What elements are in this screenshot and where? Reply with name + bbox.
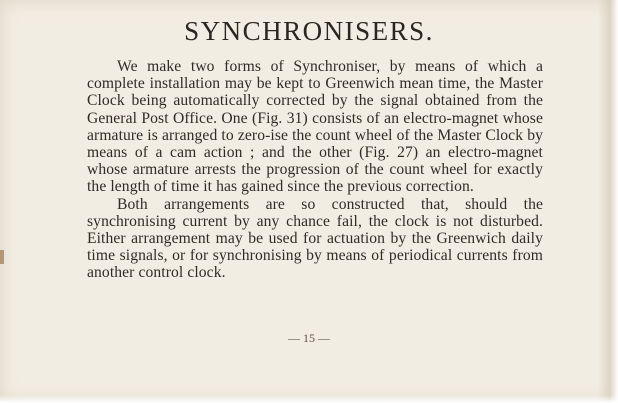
paragraph-synchroniser-forms: We make two forms of Synchroniser, by means of which a complete installation may be kept to Greenwich mean time, the Master Clock being automatically corrected by the signal obtained from the General Post Office. One (Fig. 31) consists of an electro-magnet whose armature is arranged to zero-ise the count wheel of the Master Clock by means of a cam action ; and the other (Fig. 27) an electro-magnet whose armature arrests the progression of the count wheel for exactly the length of time it has gained since the previous correction. <box>87 58 543 196</box>
body-text <box>87 58 543 282</box>
page-edge <box>598 0 618 403</box>
binding-stain <box>0 250 4 264</box>
page-number: — 15 — <box>288 331 330 345</box>
page-title: SYNCHRONISERS. <box>184 16 434 46</box>
paragraph-arrangements: Both arrangements are so constructed that, should the synchronising current by any chance fail, the clock is not disturbed. Either arrangement may be used for actuation by the Greenwich daily time signals, or for synchronising by means of periodical currents from another control clock. <box>87 195 543 282</box>
page-bottom-edge <box>0 395 618 403</box>
